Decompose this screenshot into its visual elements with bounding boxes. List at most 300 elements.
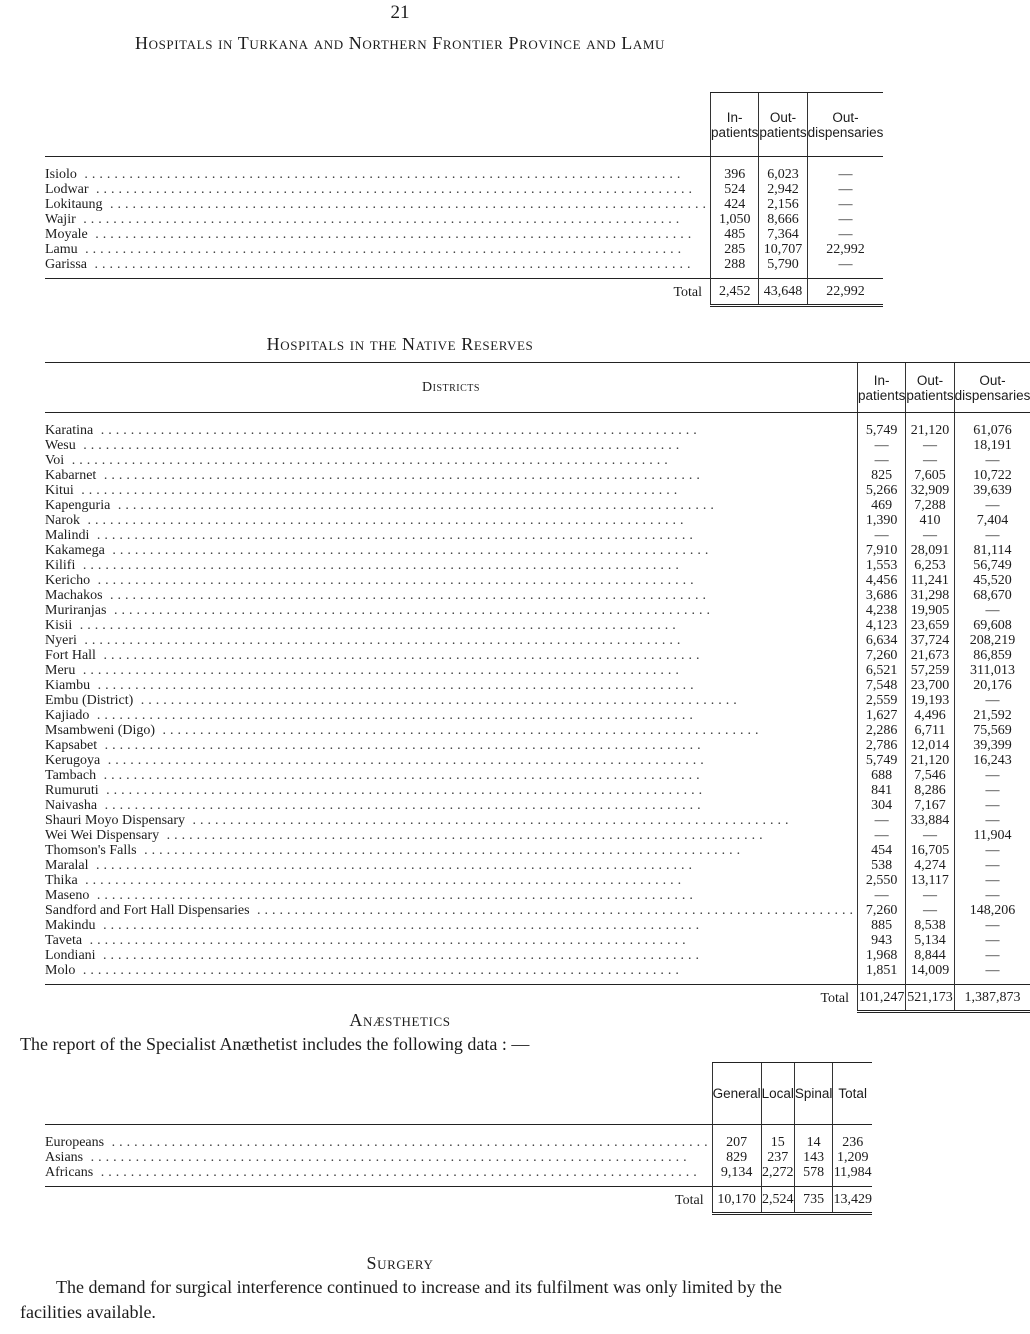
cell-inpatients: 1,553 <box>858 558 906 573</box>
cell-inpatients: 6,521 <box>858 663 906 678</box>
cell-outdisp: 61,076 <box>954 413 1030 439</box>
cell-outpatients: 14,009 <box>906 963 954 985</box>
cell-outdisp: — <box>954 783 1030 798</box>
cell-outdisp: 7,404 <box>954 513 1030 528</box>
row-label-text: Londiani <box>45 948 96 963</box>
leader-dots: ................................................................................ <box>75 558 683 573</box>
row-label-text: Garissa <box>45 257 87 272</box>
leader-dots: ................................................................................ <box>88 182 697 197</box>
cell-outpatients: 7,364 <box>759 227 807 242</box>
leader-dots: ................................................................................ <box>133 693 741 708</box>
cell-inpatients: 485 <box>711 227 759 242</box>
leader-dots: ................................................................................ <box>106 603 714 618</box>
row-label-text: Kiambu <box>45 678 91 693</box>
leader-dots: ................................................................................ <box>64 453 672 468</box>
cell-outdisp: — <box>954 498 1030 513</box>
row-label <box>45 708 858 723</box>
row-label <box>45 918 858 933</box>
table-row <box>45 753 1030 768</box>
cell-total: 1,209 <box>833 1150 872 1165</box>
table-row <box>45 413 1030 439</box>
cell-inpatients: 288 <box>711 257 759 279</box>
row-label-text: Lodwar <box>45 182 89 197</box>
row-label <box>45 453 858 468</box>
cell-inpatients: — <box>858 453 906 468</box>
total-inpatients: 2,452 <box>711 279 759 306</box>
row-label-text: Wei Wei Dispensary <box>45 828 160 843</box>
row-label-text: Narok <box>45 513 80 528</box>
anaesthetics-title: Anæsthetics <box>349 1010 451 1030</box>
row-label-text: Kajiado <box>45 708 90 723</box>
cell-outpatients: 31,298 <box>906 588 954 603</box>
table-row <box>45 723 1030 738</box>
cell-outdisp: 68,670 <box>954 588 1030 603</box>
row-label <box>45 157 711 183</box>
table-row <box>45 933 1030 948</box>
row-label <box>45 813 858 828</box>
total-row <box>45 1187 872 1214</box>
cell-outpatients: 8,844 <box>906 948 954 963</box>
table-row <box>45 197 883 212</box>
table-row <box>45 858 1030 873</box>
row-label <box>45 783 858 798</box>
row-label <box>45 678 858 693</box>
row-label <box>45 1125 712 1151</box>
cell-outpatients: 21,673 <box>906 648 954 663</box>
total-outdisp: 22,992 <box>807 279 883 306</box>
cell-outdisp: 16,243 <box>954 753 1030 768</box>
leader-dots: ................................................................................ <box>136 843 745 858</box>
cell-outdisp: 148,206 <box>954 903 1030 918</box>
table1-corner <box>45 93 711 157</box>
cell-inpatients: 4,238 <box>858 603 906 618</box>
row-label <box>45 888 858 903</box>
cell-outdisp: — <box>807 182 883 197</box>
table-row <box>45 828 1030 843</box>
total-total: 13,429 <box>833 1187 872 1214</box>
row-label <box>45 633 858 648</box>
row-label <box>45 227 711 242</box>
cell-outdisp: 39,399 <box>954 738 1030 753</box>
row-label-text: Maseno <box>45 888 90 903</box>
total-row <box>45 985 1030 1012</box>
leader-dots: ................................................................................ <box>87 227 696 242</box>
anaesthetics-col-spinal: Spinal <box>794 1063 833 1125</box>
surgery-paragraph: The demand for surgical interference continued to increase and its fulfilment was only limited by the facilities available. <box>20 1277 782 1322</box>
total-outpatients: 521,173 <box>906 985 954 1012</box>
cell-outpatients: 8,286 <box>906 783 954 798</box>
table-row <box>45 227 883 242</box>
row-label-text: Lamu <box>45 242 78 257</box>
row-label-text: Maralal <box>45 858 89 873</box>
page-number: 21 <box>390 2 410 23</box>
table2-col-outdispensaries: Out- dispensaries <box>954 363 1030 413</box>
cell-outpatients: — <box>906 528 954 543</box>
leader-dots: ................................................................................ <box>100 753 708 768</box>
table-row <box>45 618 1030 633</box>
cell-inpatients: 454 <box>858 843 906 858</box>
row-label-text: Kabarnet <box>45 468 97 483</box>
leader-dots: ................................................................................ <box>76 633 685 648</box>
table-row <box>45 212 883 227</box>
cell-inpatients: 841 <box>858 783 906 798</box>
row-label <box>45 948 858 963</box>
leader-dots: ................................................................................ <box>102 197 711 212</box>
cell-inpatients: 538 <box>858 858 906 873</box>
table-row <box>45 1165 872 1187</box>
leader-dots: ................................................................................ <box>77 873 686 888</box>
cell-inpatients: 1,390 <box>858 513 906 528</box>
table-row <box>45 157 883 183</box>
table-row <box>45 843 1030 858</box>
row-label-text: Embu (District) <box>45 693 134 708</box>
cell-local: 237 <box>761 1150 794 1165</box>
cell-total: 236 <box>833 1125 872 1151</box>
total-spinal: 735 <box>794 1187 833 1214</box>
table-row <box>45 528 1030 543</box>
cell-inpatients: — <box>858 813 906 828</box>
row-label-text: Fort Hall <box>45 648 96 663</box>
leader-dots: ................................................................................ <box>88 858 697 873</box>
cell-inpatients: 2,550 <box>858 873 906 888</box>
cell-outdisp: 39,639 <box>954 483 1030 498</box>
cell-outpatients: 23,700 <box>906 678 954 693</box>
cell-inpatients: 1,050 <box>711 212 759 227</box>
cell-inpatients: 5,749 <box>858 753 906 768</box>
row-label-text: Lokitaung <box>45 197 103 212</box>
row-label <box>45 573 858 588</box>
cell-inpatients: 7,910 <box>858 543 906 558</box>
row-label <box>45 1165 712 1187</box>
cell-outpatients: 10,707 <box>759 242 807 257</box>
leader-dots: ................................................................................ <box>90 573 698 588</box>
leader-dots: ................................................................................ <box>89 888 697 903</box>
cell-spinal: 143 <box>794 1150 833 1165</box>
row-label <box>45 212 711 227</box>
leader-dots: ................................................................................ <box>97 738 705 753</box>
row-label <box>45 903 858 918</box>
row-label <box>45 257 711 279</box>
row-label <box>45 693 858 708</box>
row-label-text: Kapenguria <box>45 498 111 513</box>
cell-outpatients: 11,241 <box>906 573 954 588</box>
table-row <box>45 738 1030 753</box>
leader-dots: ................................................................................ <box>72 618 680 633</box>
row-label-text: Rumuruti <box>45 783 99 798</box>
total-label: Total <box>45 985 858 1012</box>
cell-outdisp: 18,191 <box>954 438 1030 453</box>
cell-outdisp: 10,722 <box>954 468 1030 483</box>
row-label <box>45 828 858 843</box>
cell-outdisp: — <box>954 858 1030 873</box>
row-label-text: Shauri Moyo Dispensary <box>45 813 185 828</box>
cell-inpatients: 424 <box>711 197 759 212</box>
cell-spinal: 14 <box>794 1125 833 1151</box>
anaesthetics-col-local: Local <box>761 1063 794 1125</box>
table2-title: Hospitals in the Native Reserves <box>266 334 534 354</box>
cell-inpatients: 2,786 <box>858 738 906 753</box>
row-label <box>45 648 858 663</box>
leader-dots: ................................................................................ <box>76 167 685 182</box>
row-label-text: Africans <box>45 1165 94 1180</box>
table2-col-districts: Districts <box>45 363 858 413</box>
table-row <box>45 483 1030 498</box>
table-row <box>45 948 1030 963</box>
table-row <box>45 813 1030 828</box>
row-label <box>45 513 858 528</box>
row-label <box>45 873 858 888</box>
cell-inpatients: 943 <box>858 933 906 948</box>
row-label <box>45 798 858 813</box>
leader-dots: ................................................................................ <box>75 963 683 978</box>
row-label <box>45 468 858 483</box>
row-label-text: Karatina <box>45 423 94 438</box>
row-label-text: Molo <box>45 963 76 978</box>
table-row <box>45 633 1030 648</box>
cell-local: 15 <box>761 1125 794 1151</box>
table-row <box>45 678 1030 693</box>
row-label-text: Kericho <box>45 573 91 588</box>
cell-outpatients: 2,942 <box>759 182 807 197</box>
anaesthetics-corner <box>45 1063 712 1125</box>
leader-dots: ................................................................................ <box>75 663 683 678</box>
cell-inpatients: 5,749 <box>858 413 906 439</box>
row-label-text: Kilifi <box>45 558 76 573</box>
cell-outdisp: — <box>807 197 883 212</box>
cell-inpatients: 2,286 <box>858 723 906 738</box>
cell-inpatients: 885 <box>858 918 906 933</box>
leader-dots: ................................................................................ <box>89 528 697 543</box>
row-label <box>45 603 858 618</box>
cell-outpatients: 7,605 <box>906 468 954 483</box>
row-label <box>45 242 711 257</box>
cell-inpatients: 7,260 <box>858 903 906 918</box>
cell-outdisp: — <box>954 888 1030 903</box>
row-label-text: Malindi <box>45 528 90 543</box>
row-label-text: Makindu <box>45 918 96 933</box>
surgery-title: Surgery <box>366 1253 434 1273</box>
row-label <box>45 753 858 768</box>
cell-outpatients: 7,546 <box>906 768 954 783</box>
total-general: 10,170 <box>712 1187 761 1214</box>
cell-inpatients: 7,260 <box>858 648 906 663</box>
cell-outpatients: 4,274 <box>906 858 954 873</box>
leader-dots: ................................................................................ <box>89 708 697 723</box>
cell-outpatients: 6,711 <box>906 723 954 738</box>
cell-inpatients: 4,123 <box>858 618 906 633</box>
leader-dots: ................................................................................ <box>75 438 684 453</box>
row-label <box>45 1150 712 1165</box>
table-row <box>45 693 1030 708</box>
cell-outdisp: — <box>807 227 883 242</box>
table-row <box>45 573 1030 588</box>
cell-outdisp: 75,569 <box>954 723 1030 738</box>
cell-outpatients: 410 <box>906 513 954 528</box>
cell-outdisp: 208,219 <box>954 633 1030 648</box>
cell-outdisp: — <box>954 603 1030 618</box>
leader-dots: ................................................................................ <box>93 1165 701 1180</box>
table-row <box>45 543 1030 558</box>
row-label <box>45 618 858 633</box>
cell-outpatients: 37,724 <box>906 633 954 648</box>
leader-dots: ................................................................................ <box>249 903 858 918</box>
cell-outpatients: 16,705 <box>906 843 954 858</box>
row-label <box>45 438 858 453</box>
table-row <box>45 708 1030 723</box>
cell-inpatients: — <box>858 438 906 453</box>
cell-outpatients: 2,156 <box>759 197 807 212</box>
anaesthetics-intro: The report of the Specialist Anæthetist includes the following data : — <box>20 1034 530 1054</box>
cell-outdisp: — <box>954 768 1030 783</box>
table-row <box>45 768 1030 783</box>
table2-col-outpatients: Out-patients <box>906 363 954 413</box>
cell-inpatients: 688 <box>858 768 906 783</box>
table-row <box>45 513 1030 528</box>
cell-inpatients: 285 <box>711 242 759 257</box>
cell-outpatients: 21,120 <box>906 753 954 768</box>
row-label-text: Europeans <box>45 1135 105 1150</box>
table1-title: Hospitals in Turkana and Northern Frontier Province and Lamu <box>134 33 666 53</box>
cell-outpatients: 28,091 <box>906 543 954 558</box>
row-label <box>45 933 858 948</box>
row-label-text: Thika <box>45 873 78 888</box>
cell-general: 9,134 <box>712 1165 761 1187</box>
cell-outdisp: 11,904 <box>954 828 1030 843</box>
leader-dots: ................................................................................ <box>96 468 704 483</box>
row-label-text: Msambweni (Digo) <box>45 723 156 738</box>
cell-outdisp: 56,749 <box>954 558 1030 573</box>
table-row <box>45 257 883 279</box>
cell-outpatients: 5,134 <box>906 933 954 948</box>
cell-outdisp: 20,176 <box>954 678 1030 693</box>
row-label-text: Isiolo <box>45 167 77 182</box>
leader-dots: ................................................................................ <box>82 933 690 948</box>
row-label <box>45 483 858 498</box>
table-row <box>45 888 1030 903</box>
cell-inpatients: 2,559 <box>858 693 906 708</box>
leader-dots: ................................................................................ <box>80 513 688 528</box>
table-row <box>45 963 1030 985</box>
cell-local: 2,272 <box>761 1165 794 1187</box>
total-outdisp: 1,387,873 <box>954 985 1030 1012</box>
cell-outdisp: — <box>954 918 1030 933</box>
row-label <box>45 528 858 543</box>
leader-dots: ................................................................................ <box>102 588 711 603</box>
leader-dots: ................................................................................ <box>90 678 698 693</box>
total-local: 2,524 <box>761 1187 794 1214</box>
cell-outpatients: 4,496 <box>906 708 954 723</box>
row-label-text: Moyale <box>45 227 88 242</box>
row-label-text: Asians <box>45 1150 84 1165</box>
total-row <box>45 279 883 306</box>
cell-inpatients: 5,266 <box>858 483 906 498</box>
cell-inpatients: 469 <box>858 498 906 513</box>
cell-outdisp: 81,114 <box>954 543 1030 558</box>
leader-dots: ................................................................................ <box>104 1135 712 1150</box>
anaesthetics-col-general: General <box>712 1063 761 1125</box>
table-row <box>45 918 1030 933</box>
cell-outdisp: — <box>954 843 1030 858</box>
row-label-text: Machakos <box>45 588 103 603</box>
row-label-text: Kakamega <box>45 543 105 558</box>
cell-outdisp: — <box>954 693 1030 708</box>
cell-outpatients: 32,909 <box>906 483 954 498</box>
row-label <box>45 558 858 573</box>
cell-spinal: 578 <box>794 1165 833 1187</box>
table-row <box>45 648 1030 663</box>
cell-outpatients: — <box>906 903 954 918</box>
cell-outpatients: — <box>906 888 954 903</box>
cell-outpatients: 57,259 <box>906 663 954 678</box>
cell-outdisp: — <box>954 933 1030 948</box>
table-row <box>45 498 1030 513</box>
row-label-text: Thomson's Falls <box>45 843 137 858</box>
cell-outpatients: 23,659 <box>906 618 954 633</box>
total-label: Total <box>45 1187 712 1214</box>
cell-outpatients: 8,666 <box>759 212 807 227</box>
cell-outpatients: 21,120 <box>906 413 954 439</box>
table1 <box>45 92 883 307</box>
row-label-text: Voi <box>45 453 65 468</box>
row-label <box>45 543 858 558</box>
cell-outpatients: — <box>906 438 954 453</box>
cell-inpatients: 3,686 <box>858 588 906 603</box>
leader-dots: ................................................................................ <box>95 648 704 663</box>
table-row <box>45 558 1030 573</box>
cell-outdisp: 21,592 <box>954 708 1030 723</box>
leader-dots: ................................................................................ <box>95 918 704 933</box>
cell-outpatients: 7,288 <box>906 498 954 513</box>
table-row <box>45 798 1030 813</box>
cell-general: 207 <box>712 1125 761 1151</box>
row-label-text: Wesu <box>45 438 76 453</box>
row-label-text: Nyeri <box>45 633 77 648</box>
table-row <box>45 1125 872 1151</box>
cell-outpatients: 6,253 <box>906 558 954 573</box>
row-label <box>45 413 858 439</box>
leader-dots: ................................................................................ <box>83 1150 691 1165</box>
row-label-text: Kisii <box>45 618 73 633</box>
cell-outdisp: — <box>954 528 1030 543</box>
leader-dots: ................................................................................ <box>185 813 793 828</box>
row-label-text: Naivasha <box>45 798 98 813</box>
cell-outpatients: 6,023 <box>759 157 807 183</box>
row-label-text: Tambach <box>45 768 97 783</box>
row-label <box>45 858 858 873</box>
cell-outpatients: 7,167 <box>906 798 954 813</box>
cell-inpatients: 524 <box>711 182 759 197</box>
cell-outpatients: — <box>906 828 954 843</box>
cell-inpatients: 6,634 <box>858 633 906 648</box>
total-outpatients: 43,648 <box>759 279 807 306</box>
total-inpatients: 101,247 <box>858 985 906 1012</box>
cell-outdisp: 45,520 <box>954 573 1030 588</box>
cell-outdisp: — <box>807 157 883 183</box>
leader-dots: ................................................................................ <box>155 723 763 738</box>
cell-inpatients: 825 <box>858 468 906 483</box>
table-row <box>45 663 1030 678</box>
table1-col-outpatients: Out-patients <box>759 93 807 157</box>
cell-inpatients: 1,627 <box>858 708 906 723</box>
cell-outdisp: 22,992 <box>807 242 883 257</box>
table-row <box>45 182 883 197</box>
row-label <box>45 182 711 197</box>
cell-outdisp: — <box>807 212 883 227</box>
row-label-text: Muriranjas <box>45 603 107 618</box>
cell-general: 829 <box>712 1150 761 1165</box>
leader-dots: ................................................................................ <box>73 483 682 498</box>
cell-inpatients: — <box>858 828 906 843</box>
